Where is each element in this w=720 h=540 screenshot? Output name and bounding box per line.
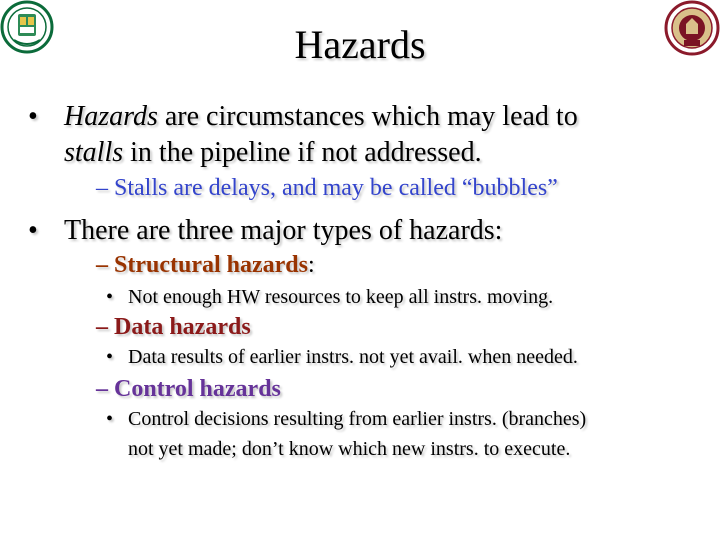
bullet-icon: •: [28, 101, 38, 132]
bullet-icon: •: [28, 215, 38, 246]
subpoint-stalls: – Stalls are delays, and may be called “bubbles”: [96, 175, 558, 201]
control-description-cont: not yet made; don’t know which new instrs. to execute.: [128, 438, 571, 460]
bullet-hazards-definition-cont: [64, 136, 482, 170]
hazard-type-control: [96, 375, 281, 403]
control-description: [108, 407, 586, 431]
hazard-type-data: [96, 313, 251, 341]
data-description: [108, 345, 578, 369]
data-desc-text: Data results of earlier instrs. not yet avail. when needed.: [128, 346, 578, 368]
hazard-name-control: Control hazards: [114, 376, 281, 402]
slide-title: Hazards: [294, 22, 426, 67]
dash: –: [96, 314, 114, 340]
hazard-name-structural: Structural hazards: [114, 252, 308, 278]
bullet-icon: •: [106, 346, 114, 368]
dash: –: [96, 252, 114, 278]
control-desc-text-line1: Control decisions resulting from earlier instrs. (branches): [128, 408, 587, 430]
structural-desc-text: Not enough HW resources to keep all instrs. moving.: [128, 286, 554, 308]
hazard-name-data: Data hazards: [114, 314, 251, 340]
bullet-hazard-types: [30, 214, 502, 248]
term-hazards: Hazards: [64, 101, 158, 132]
bullet-icon: •: [106, 408, 114, 430]
definition-text-line2: in the pipeline if not addressed.: [123, 137, 482, 168]
dash: –: [96, 376, 114, 402]
structural-description: [108, 285, 553, 309]
definition-text-line1: are circumstances which may lead to: [157, 101, 578, 132]
hazard-types-text: There are three major types of hazards:: [64, 215, 503, 246]
bullet-icon: •: [106, 286, 114, 308]
bullet-hazards-definition: [30, 100, 578, 134]
hazard-type-structural: [96, 251, 315, 279]
colon: :: [308, 252, 315, 278]
term-stalls: stalls: [64, 137, 124, 168]
